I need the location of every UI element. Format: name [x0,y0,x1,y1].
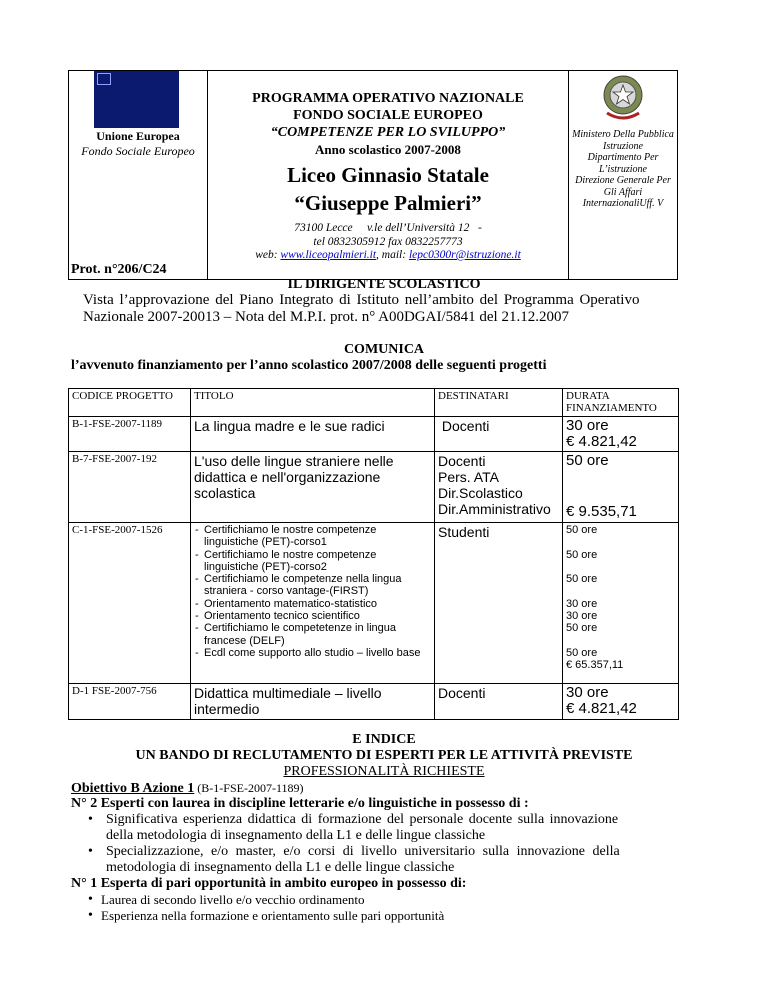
bando-title: UN BANDO DI RECLUTAMENTO DI ESPERTI PER LE ATTIVITÀ PREVISTE [135,748,633,763]
email-link[interactable]: lepc0300r@istruzione.it [408,249,521,261]
project-code: B-7-FSE-2007-192 [69,452,191,523]
table-row [69,452,679,523]
list-item: - Certifichiamo le nostre competenze linguistiche (PET)-corso1 [194,524,431,549]
requirement-2b: metodologia di insegnamento della L1 e delle lingue classiche [106,860,455,875]
obiettivo-line: Obiettivo B Azione 1 (B-1-FSE-2007-1189) [71,781,304,796]
letterhead [68,70,678,280]
professionalita-title: PROFESSIONALITÀ RICHIESTE [283,764,485,779]
vista-line-1: Vista l’approvazione del Piano Integrato di Istituto nell’ambito del Programma Operativo [83,292,640,308]
vista-line-2: Nazionale 2007-20013 – Nota del M.P.I. prot. n° A00DGAI/5841 del 21.12.2007 [83,309,569,325]
table-row [69,523,679,684]
school-web-mail: web: www.liceopalmieri.it, mail: lepc0300r@istruzione.it [255,249,521,261]
project-dest: Docenti Pers. ATA Dir.Scolastico Dir.Amministrativo [435,452,563,523]
project-code: B-1-FSE-2007-1189 [69,417,191,452]
project-title: L'uso delle lingue straniere nelle didattica e nell'organizzazione scolastica [191,452,435,523]
project-code: D-1 FSE-2007-756 [69,684,191,720]
school-address: 73100 Lecce v.le dell’Università 12 - [294,222,482,234]
header-codice: CODICE PROGETTO [69,389,191,417]
comunica-title: COMUNICA [343,342,425,357]
list-item: - Certifichiamo le competetenze in lingua francese (DELF) [194,622,431,647]
school-name-1: Liceo Ginnasio Statale [287,163,489,187]
requirement-3: Laurea di secondo livello e/o vecchio ordinamento [101,892,365,907]
project-title: Didattica multimediale – livello intermedio [191,684,435,720]
project-duration: 30 ore € 4.821,42 [563,684,679,720]
table-row [69,417,679,452]
project-dest: Docenti [435,417,563,452]
pon-line-1: PROGRAMMA OPERATIVO NAZIONALE [252,91,524,106]
website-link[interactable]: www.liceopalmieri.it [280,249,377,261]
school-year: Anno scolastico 2007-2008 [315,142,461,157]
project-duration: 50 ore € 9.535,71 [563,452,679,523]
list-item: - Orientamento matematico-statistico [194,598,431,610]
requirement-1a: Significativa esperienza didattica di formazione del personale docente sulla innovazione [106,812,619,827]
header-destinatari: DESTINATARI [435,389,563,417]
project-duration: 30 ore € 4.821,42 [563,417,679,452]
school-header [207,71,569,263]
esperti-line-1: N° 2 Esperti con laurea in discipline letterarie e/o linguistiche in possesso di : [71,796,529,811]
header-titolo: TITOLO [191,389,435,417]
list-item: - Ecdl come supporto allo studio – livello base [194,647,431,659]
ministry-text: Ministero Della Pubblica Istruzione Dipartimento Per L’istruzione Direzione Generale Per Gli Affari InternazionaliUff. V [572,129,674,209]
header-durata: DURATA FINANZIAMENTO [563,389,679,417]
project-title: La lingua madre e le sue radici [191,417,435,452]
indice-title: E INDICE [352,732,416,747]
school-phone: tel 0832305912 fax 0832257773 [313,235,463,248]
project-dest: Studenti [435,523,563,684]
project-dest: Docenti [435,684,563,720]
project-duration-list: 50 ore 50 ore 50 ore 30 ore 30 ore 50 ore 50 ore € 65.357,11 [563,523,679,684]
list-item: - Certifichiamo le nostre competenze linguistiche (PET)-corso2 [194,549,431,574]
eu-subtitle: Fondo Sociale Europeo [81,144,195,158]
table-header-row [69,389,679,417]
esperti-line-2: N° 1 Esperta di pari opportunità in ambito europeo in possesso di: [71,876,467,891]
list-item: - Orientamento tecnico scientifico [194,610,431,622]
requirement-1b: della metodologia di insegnamento della L1 e delle lingue classiche [106,828,486,843]
eu-flag-icon [94,71,179,128]
bullet-icon: • [88,908,93,923]
table-row [69,684,679,720]
eu-name: Unione Europea [96,129,180,143]
list-item: - Certifichiamo le competenze nella lingua straniera - corso vantage-(FIRST) [194,573,431,598]
project-title-list [191,523,435,684]
project-code: C-1-FSE-2007-1526 [69,523,191,684]
pon-line-2: FONDO SOCIALE EUROPEO [293,108,483,123]
italian-republic-emblem-icon [599,71,647,123]
eu-column [69,71,208,279]
dirigente-title: IL DIRIGENTE SCOLASTICO [287,277,481,292]
pon-line-3: “COMPETENZE PER LO SVILUPPO” [270,125,506,140]
projects-table [68,388,679,720]
requirement-4: Esperienza nella formazione e orientamento sulle pari opportunità [101,908,445,923]
bullet-icon: • [88,892,93,907]
bullet-icon: • [88,844,93,859]
ministry-column [568,71,677,279]
avvenuto-line: l’avvenuto finanziamento per l’anno scolastico 2007/2008 delle seguenti progetti [71,358,547,373]
school-name-2: “Giuseppe Palmieri” [294,191,482,215]
requirement-2a: Specializzazione, e/o master, e/o corsi di livello universitario sulla innovazione della [106,844,620,859]
bullet-icon: • [88,812,93,827]
protocol-number: Prot. n°206/C24 [71,262,167,277]
